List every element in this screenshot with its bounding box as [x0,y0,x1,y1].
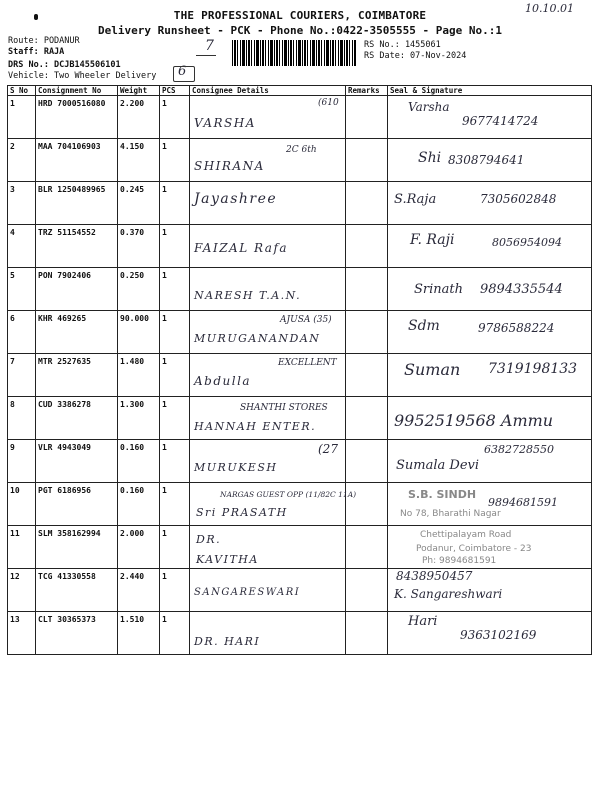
weight-cell: 2.200 [118,96,160,139]
remarks-cell [346,526,388,569]
weight-cell: 1.300 [118,397,160,440]
remarks-cell [346,612,388,655]
consignee-name: HANNAH ENTER. [194,420,317,433]
consignee-note: (610 [318,98,339,108]
sno-cell: 5 [8,268,36,311]
consignment-cell: TRZ 51154552 [36,225,118,268]
consignee-name: Sri PRASATH [196,506,288,519]
consignment-cell: BLR 1250489965 [36,182,118,225]
consignee-name: Jayashree [194,191,278,207]
col-pcs: PCS [160,86,190,96]
table-row [8,268,592,311]
consignment-cell: CUD 3386278 [36,397,118,440]
signature-cell [388,139,592,182]
sno-cell: 9 [8,440,36,483]
phone-number: 9952519568 Ammu [394,411,554,430]
table-row [8,96,592,139]
weight-cell: 2.000 [118,526,160,569]
sno-cell: 11 [8,526,36,569]
consignee-note: EXCELLENT [278,358,337,368]
signature-cell [388,268,592,311]
consignment-cell: TCG 41330558 [36,569,118,612]
staff-label: Staff: RAJA [8,47,65,57]
signature-cell [388,96,592,139]
phone-number: 8438950457 [396,569,473,583]
barcode [232,40,356,66]
consignment-cell: PGT 6186956 [36,483,118,526]
table-row [8,311,592,354]
remarks-cell [346,139,388,182]
phone-number: 9786588224 [478,321,555,335]
runsheet-table [7,85,592,655]
consignee-name: SHIRANA [194,159,265,173]
pcs-cell: 1 [160,268,190,311]
signature-cell [388,569,592,612]
consignee-note: AJUSA (35) [280,315,332,325]
consignee-cell [190,440,346,483]
consignee-note: (27 [318,442,338,456]
phone-number: 9894681591 [488,496,558,509]
stamp-line4: Ph: 9894681591 [422,556,497,566]
col-remarks: Remarks [346,86,388,96]
sno-cell: 13 [8,612,36,655]
consignee-name: VARSHA [194,116,256,130]
consignee-name: MURUGANANDAN [194,332,321,345]
table-row [8,526,592,569]
consignment-cell: KHR 469265 [36,311,118,354]
consignee-name: Abdulla [194,374,252,388]
signature-cell [388,483,592,526]
pcs-cell: 1 [160,354,190,397]
table-row [8,483,592,526]
signature: Sumala Devi [396,458,480,473]
runsheet-title: Delivery Runsheet - PCK - Phone No.:0422-3505555 - Page No.:1 [98,24,502,37]
signature-cell [388,311,592,354]
signature: Shi [418,150,442,166]
stamp-name: S.B. SINDH [408,488,477,501]
table-row [8,225,592,268]
consignment-cell: HRD 7000516080 [36,96,118,139]
table-header-row [8,86,592,96]
table-row [8,612,592,655]
consignee-cell [190,139,346,182]
weight-cell: 0.250 [118,268,160,311]
consignee-cell [190,96,346,139]
rs-number: RS No.: 1455061 [364,40,441,50]
col-consignee: Consignee Details [190,86,346,96]
signature-cell [388,440,592,483]
signature: S.Raja [394,192,437,207]
signature: Suman [404,360,461,379]
signature-cell [388,182,592,225]
table-row [8,397,592,440]
pcs-cell: 1 [160,526,190,569]
weight-cell: 0.370 [118,225,160,268]
sno-cell: 12 [8,569,36,612]
consignee-cell [190,182,346,225]
pcs-cell: 1 [160,569,190,612]
pcs-cell: 1 [160,440,190,483]
sno-cell: 10 [8,483,36,526]
sno-cell: 2 [8,139,36,182]
phone-number: 9677414724 [462,114,539,128]
remarks-cell [346,311,388,354]
consignee-name: NARESH T.A.N. [194,289,302,302]
sno-cell: 7 [8,354,36,397]
col-weight: Weight [118,86,160,96]
remarks-cell [346,96,388,139]
remarks-cell [346,440,388,483]
consignee-cell [190,612,346,655]
consignee-name: MURUKESH [194,461,278,474]
table-row [8,440,592,483]
consignee-note: NARGAS GUEST OPP (11/82C 11A) [220,490,357,499]
phone-number: 9894335544 [480,282,563,297]
weight-cell: 0.160 [118,440,160,483]
sno-cell: 3 [8,182,36,225]
consignment-cell: MTR 2527635 [36,354,118,397]
sno-cell: 1 [8,96,36,139]
consignment-cell: CLT 30365373 [36,612,118,655]
pcs-cell: 1 [160,96,190,139]
signature-cell [388,526,592,569]
remarks-cell [346,354,388,397]
signature: K. Sangareshwari [394,587,503,601]
consignee-cell [190,526,346,569]
handwritten-count: 7 [205,38,214,54]
remarks-cell [346,225,388,268]
signature: Hari [408,614,438,629]
consignee-cell [190,397,346,440]
corner-date: 10.10.01 [525,2,574,15]
phone-number: 9363102169 [460,628,537,642]
phone-number: 7319198133 [488,361,578,377]
signature-cell [388,225,592,268]
consignee-cell [190,354,346,397]
sno-cell: 6 [8,311,36,354]
consignee-note: SHANTHI STORES [240,403,328,413]
table-row [8,354,592,397]
weight-cell: 1.480 [118,354,160,397]
signature: F. Raji [410,232,455,248]
consignee-note: 2C 6th [286,145,317,155]
col-consignment: Consignment No [36,86,118,96]
company-title: THE PROFESSIONAL COURIERS, COIMBATORE [173,9,427,22]
weight-cell: 1.510 [118,612,160,655]
stamp-line1: No 78, Bharathi Nagar [400,509,501,519]
consignee-name: DR. KAVITHA [196,533,259,566]
phone-number: 6382728550 [484,443,554,456]
pcs-cell: 1 [160,225,190,268]
consignee-name: SANGARESWARI [194,587,301,598]
signature-cell [388,397,592,440]
col-signature: Seal & Signature [388,86,592,96]
signature: Varsha [408,100,450,114]
consignment-cell: PON 7902406 [36,268,118,311]
pcs-cell: 1 [160,311,190,354]
pcs-cell: 1 [160,612,190,655]
sno-cell: 4 [8,225,36,268]
consignment-cell: VLR 4943049 [36,440,118,483]
pcs-cell: 1 [160,139,190,182]
weight-cell: 2.440 [118,569,160,612]
consignee-cell [190,268,346,311]
weight-cell: 0.245 [118,182,160,225]
consignee-cell [190,569,346,612]
consignee-cell [190,483,357,526]
signature: Sdm [408,318,440,334]
vehicle-label: Vehicle: Two Wheeler Delivery [8,71,157,81]
remarks-cell [346,569,388,612]
count-underline [196,55,216,56]
table-row [8,139,592,182]
weight-cell: 0.160 [118,483,160,526]
consignment-cell: MAA 704106903 [36,139,118,182]
weight-cell: 4.150 [118,139,160,182]
table-row [8,569,592,612]
consignee-cell [190,311,346,354]
phone-number: 7305602848 [480,192,557,206]
stamp-line2: Chettipalayam Road [420,530,512,540]
count-box [173,66,195,82]
drs-label: DRS No.: DCJB145506101 [8,60,121,70]
rs-date: RS Date: 07-Nov-2024 [364,51,467,61]
remarks-cell [346,268,388,311]
phone-number: 8056954094 [492,236,562,249]
consignment-cell: SLM 358162994 [36,526,118,569]
pcs-cell: 1 [160,483,190,526]
handwritten-count-2: 6 [178,64,187,79]
weight-cell: 90.000 [118,311,160,354]
phone-number: 8308794641 [448,153,525,167]
sno-cell: 8 [8,397,36,440]
remarks-cell [346,182,388,225]
signature-cell [388,354,592,397]
pcs-cell: 1 [160,397,190,440]
col-sno: S No [8,86,36,96]
consignee-name: FAIZAL Rafa [194,241,289,255]
table-row [8,182,592,225]
signature: Srinath [414,282,463,297]
consignee-name: DR. HARI [194,635,261,648]
route-label: Route: PODANUR [8,36,80,46]
signature-cell [388,612,592,655]
pcs-cell: 1 [160,182,190,225]
consignee-cell [190,225,346,268]
stamp-line3: Podanur, Coimbatore - 23 [416,544,532,554]
remarks-cell [346,397,388,440]
